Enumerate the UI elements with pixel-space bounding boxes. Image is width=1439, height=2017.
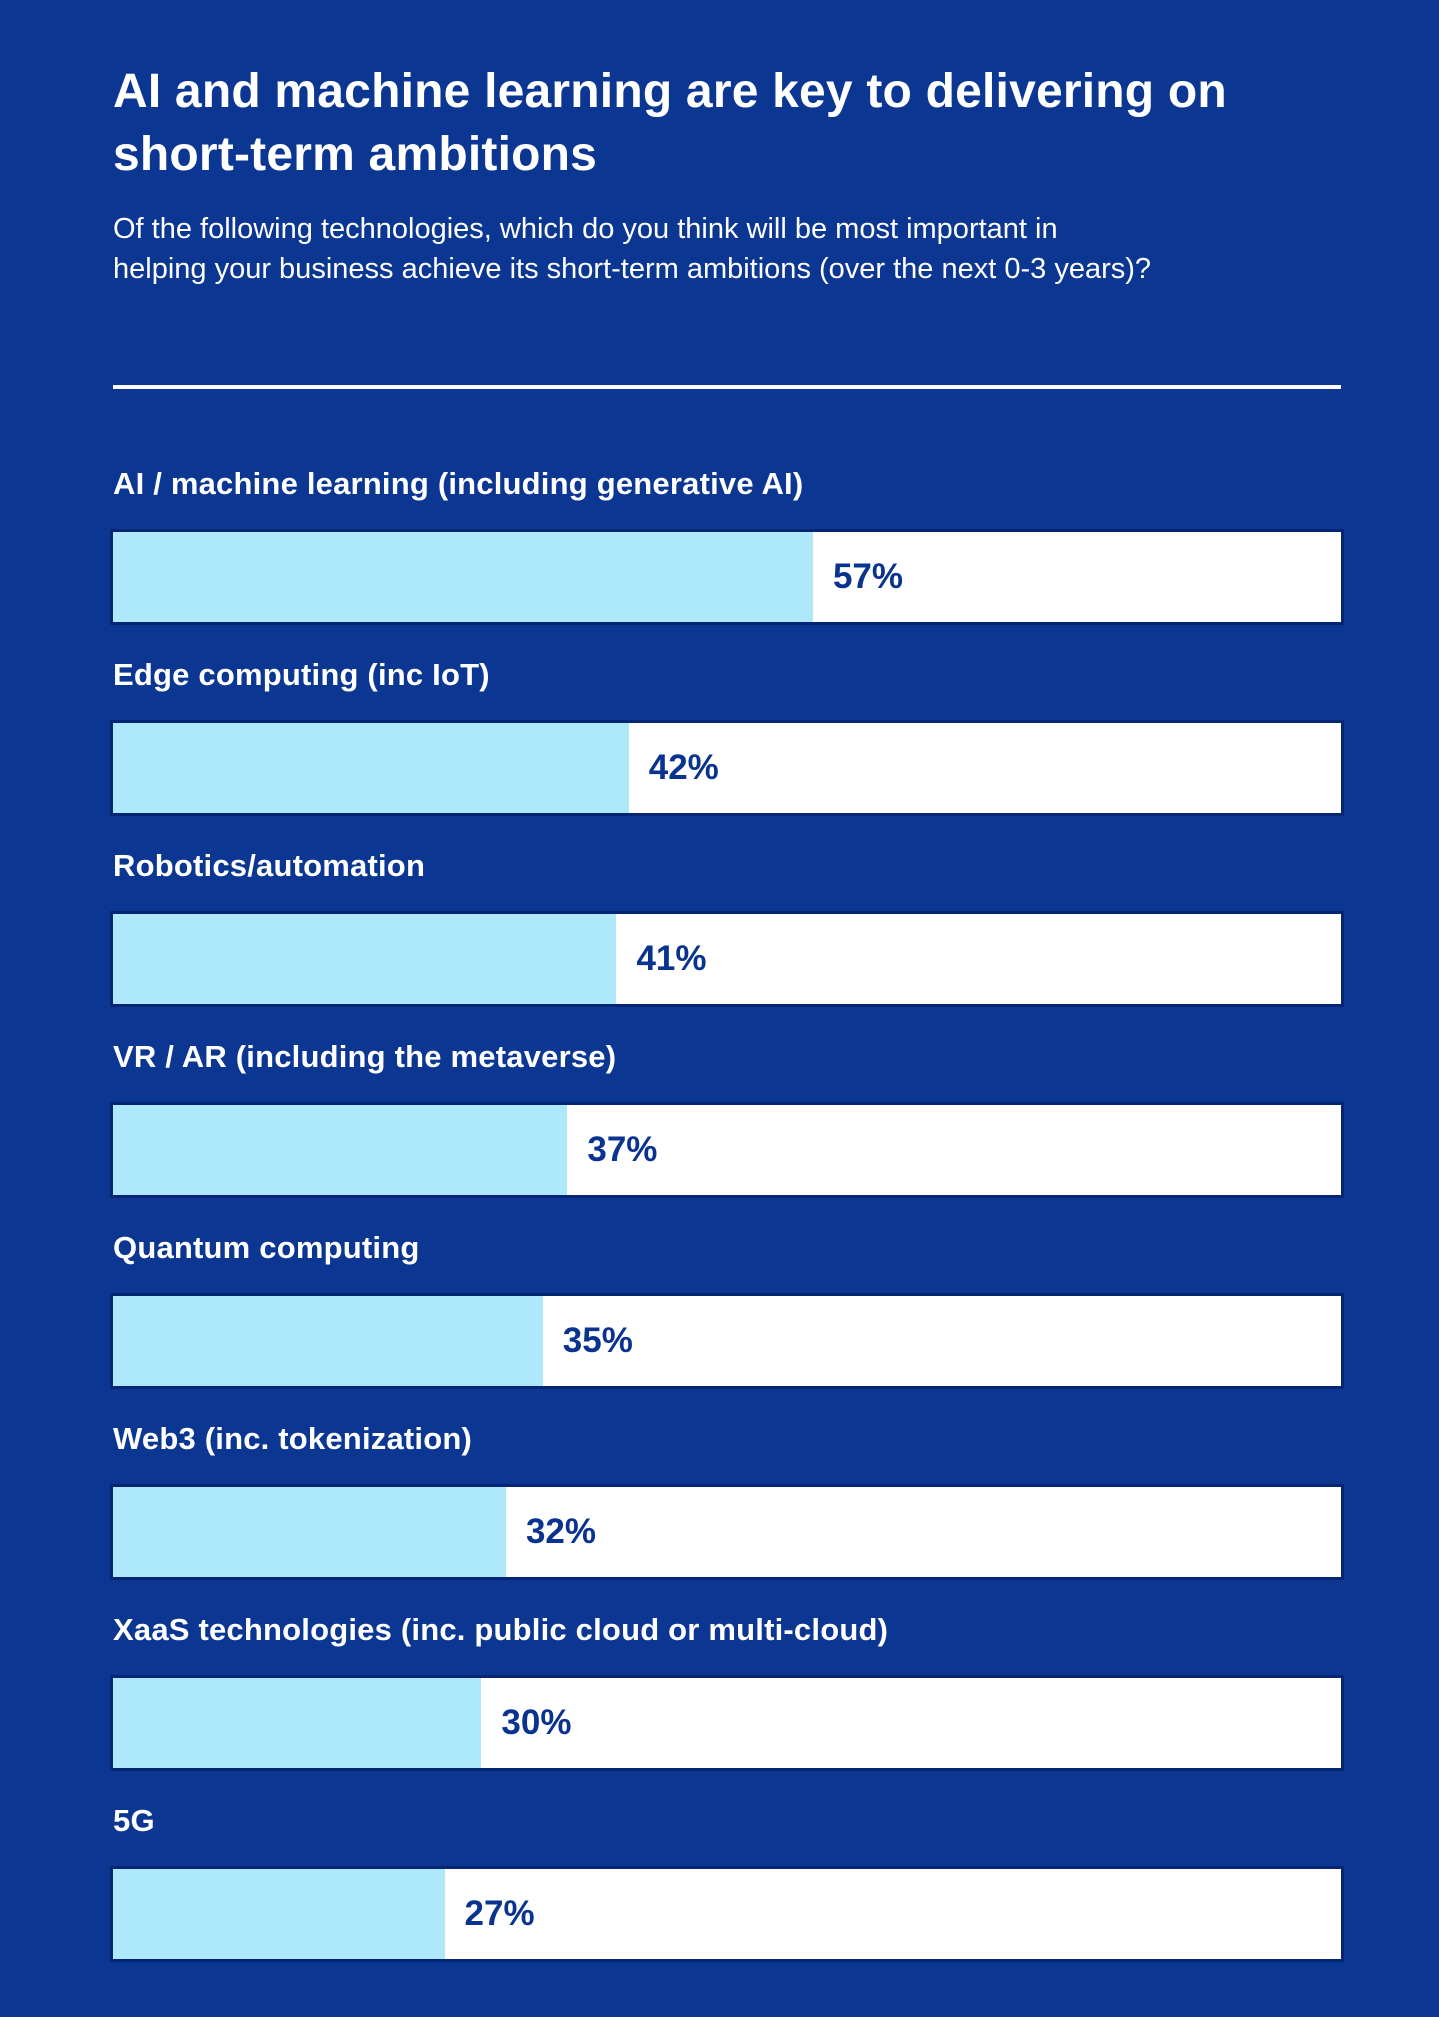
bar-label: AI / machine learning (including generative AI) xyxy=(113,466,804,501)
bar-value: 30% xyxy=(501,1703,572,1742)
bar-value: 42% xyxy=(648,748,719,787)
bar-track xyxy=(113,1869,1341,1959)
bar-value: 35% xyxy=(562,1321,633,1360)
bar-row xyxy=(113,1802,1341,1959)
bar-value: 57% xyxy=(832,557,904,596)
bar-fill xyxy=(113,532,813,622)
page-title-line1: AI and machine learning are key to delivering on xyxy=(113,65,1227,118)
divider-rule xyxy=(113,385,1341,389)
bar-value: 37% xyxy=(587,1130,658,1169)
bar-fill xyxy=(113,723,629,813)
bar-track xyxy=(113,1105,1341,1195)
bar-label: 5G xyxy=(113,1803,155,1838)
bar-label: Web3 (inc. tokenization) xyxy=(113,1421,473,1456)
bar-value: 32% xyxy=(525,1512,597,1551)
page-subtitle-line1: Of the following technologies, which do you think will be most important in xyxy=(113,213,1058,245)
bar-row xyxy=(113,465,1341,622)
bar-fill xyxy=(113,1487,506,1577)
page-title-line2: short-term ambitions xyxy=(113,128,598,181)
bar-row xyxy=(113,1038,1341,1195)
page-title xyxy=(113,60,1341,186)
bar-label: VR / AR (including the metaverse) xyxy=(113,1039,617,1074)
bar-label: Quantum computing xyxy=(113,1230,420,1265)
bar-row xyxy=(113,847,1341,1004)
bar-track xyxy=(113,1487,1341,1577)
bar-track xyxy=(113,723,1341,813)
bar-track xyxy=(113,532,1341,622)
bar-label: XaaS technologies (inc. public cloud or multi-cloud) xyxy=(113,1612,889,1647)
bar-row xyxy=(113,1420,1341,1577)
bar-fill xyxy=(113,1869,445,1959)
bar-row xyxy=(113,1229,1341,1386)
bar-fill xyxy=(113,1678,481,1768)
page-subtitle xyxy=(113,209,1341,289)
bar-row xyxy=(113,1611,1341,1768)
bar-label: Robotics/automation xyxy=(113,848,426,883)
bar-track xyxy=(113,914,1341,1004)
bar-fill xyxy=(113,914,616,1004)
bar-track xyxy=(113,1678,1341,1768)
bar-chart xyxy=(113,465,1341,1959)
bar-value: 41% xyxy=(636,939,707,978)
bar-value: 27% xyxy=(464,1894,535,1933)
bar-fill xyxy=(113,1105,567,1195)
bar-label: Edge computing (inc IoT) xyxy=(113,657,490,692)
bar-track xyxy=(113,1296,1341,1386)
bar-fill xyxy=(113,1296,543,1386)
bar-row xyxy=(113,656,1341,813)
page-subtitle-line2: helping your business achieve its short-term ambitions (over the next 0-3 years)? xyxy=(113,253,1152,285)
